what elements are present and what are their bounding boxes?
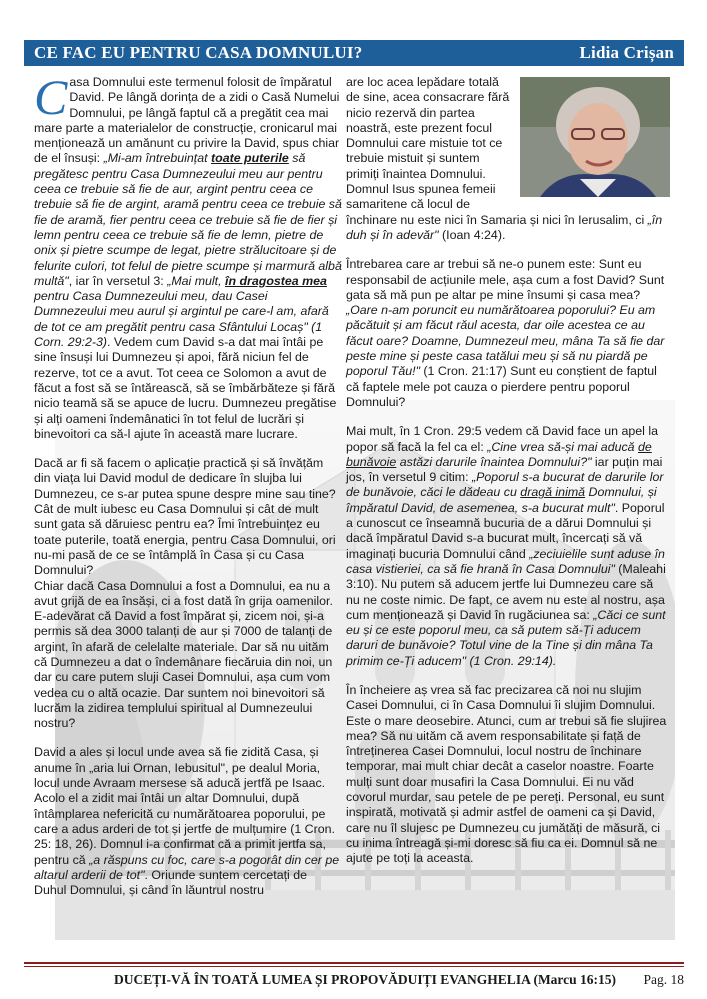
paragraph: Chiar dacă Casa Domnului a fost a Domnului, ea nu a avut grijă de ea însăși, ci a fost dată în grija oamenilor. E-adevărat că David a fost împărat și, zicem noi, și-a permis să dea 3000 talanți de aur și 7000 de talanți de argint, în afară de celelalte materiale. Dar să nu uităm că Dumnezeu a dat o îndemânare fiecăruia din noi, un dar cu care putem sluji Casei Domnului, așa cum vom vedea cu o altă ocazie. Dar suntem noi binevoitori să lucrăm la zidirea templului spiritual al Dumnezeului nostru? <box>34 578 333 731</box>
paragraph: În încheiere aș vrea să fac precizarea că noi nu slujim Casei Domnului, ci în Casa Domnului îi slujim Domnului. Este o mare deosebire. Atunci, cum ar trebui să fie slujirea mea? Să nu uităm că avem responsabilitate și față de întreținerea Casei Domnului, locul nostru de închinare temporar, mai mult chiar decât a caselor noastre. Foarte mulți sunt doar musafiri la Casa Domnului. Ei nu văd covorul murdar, sau petele de pe pereți. Personal, eu sunt inspirată, motivată și admir astfel de oameni ca și David, care nu îl slujesc pe Dumnezeu cu jumătăți de măsură, ci cu inima întreagă și-mi doresc să fiu ca ei. Domnul să ne ajute pe toți la aceasta. <box>346 682 667 866</box>
page-footer <box>24 969 684 991</box>
author-photo <box>520 77 670 197</box>
paragraph: Casa Domnului este termenul folosit de împăratul David. Pe lângă dorința de a zidi o Casă Numelui Domnului, pe lângă faptul că a pregătit cea mai mare parte a materialelor de construcție, cronicarul mai menționează un amănunt cu privire la David, spus chiar de el însuși: „Mi-am întrebuințat toate puterile să pregătesc pentru Casa Dumnezeului meu aur pentru ceea ce trebuie să fie de aur, argint pentru ceea ce trebuie să fie de argint, aramă pentru ceea ce trebuie să fie de aramă, fier pentru ceea ce trebuie să fie de fier și lemn pentru ceea ce trebuie să fie de lemn, pietre de onix și pietre scumpe de legat, pietre strălucitoare și de felurite culori, tot felul de pietre scumpe și marmură albă multă", iar în versetul 3: „Mai mult, în dragostea mea pentru Casa Dumnezeului meu, dau Casei Dumnezeului meu aurul și argintul pe care-l am, afară de tot ce am pregătit pentru casa Sfântului Locaș" (1 Corn. 29:2-3). Vedem cum David s-a dat mai întâi pe sine însuși lui Dumnezeu și apoi, fără niciun fel de rezerve, tot ce a avut. Tot ceea ce Solomon a avut de făcut a fost să se întărească, să se îmbărbăteze și fără nicio teamă să se apuce de lucru. Dumnezeu pregătise și alți oameni îndemânatici în tot felul de lucrări și binevoitori ca să-l ajute în această mare lucrare. <box>34 69 342 441</box>
paragraph: are loc acea lepădare totală de sine, acea consacrare fără nicio rezervă din partea noastră, este prezent focul Domnului care mistuie tot ce trebuie mistuit și suntem primiți înaintea Domnului. Domnul Isus spunea femeii samaritene că locul de închinare nu este nici în Samaria și nici în Ierusalim, ci „în duh și în adevăr" (Ioan 4:24). <box>346 75 663 242</box>
right-column <box>346 75 670 881</box>
footer-motto: DUCEȚI-VĂ ÎN TOATĂ LUMEA ȘI PROPOVĂDUIȚI EVANGHELIA (Marcu 16:15) <box>114 972 617 987</box>
paragraph: Mai mult, în 1 Cron. 29:5 vedem că David face un apel la popor să facă la fel ca el: „Cine vrea să-și mai aducă de bunăvoie astăzi darurile înaintea Domnului?" iar puțin mai jos, în versetul 9 citim: „Poporul s-a bucurat de darurile lor de bunăvoie, căci le dădeau cu dragă inimă Domnului, și împăratul David, de asemenea, s-a bucurat mult". Poporul a cunoscut ce înseamnă bucuria de a dărui Domnului și dacă împăratul David s-a bucurat mult, încercați să vă imaginați bucuria Domnului când „zeciuielile sunt aduse în casa vistieriei, ca să fie hrană în Casa Domnului" (Maleahi 3:10). Nu putem să aducem jertfe lui Dumnezeu care să nu ne coste nimic. De fapt, ce avem nu este al nostru, așa cum menționează și David în rugăciunea sa: „Căci ce sunt eu și ce este poporul meu, ca să putem să-Ți aducem daruri de bunăvoie? Totul vine de la Tine și din mâna Ta primim ce-Ți aducem" (1 Cron. 29:14). <box>346 424 666 668</box>
drop-cap: C <box>34 69 68 125</box>
paragraph: David a ales și locul unde avea să fie zidită Casa, și anume în „aria lui Ornan, Iebusitul", pe dealul Moria, locul unde Avraam mersese să aducă jertfă pe Isaac. Acolo el a zidit mai întâi un altar Domnului, după întâmplarea nefericită cu numărătoarea poporului, pe care a adus arderi de tot și jertfe de mulțumire (1 Cron. 25: 18, 26). Domnul i-a confirmat că a primit jertfa sa, pentru că „a răspuns cu foc, care s-a pogorât din cer pe altarul arderii de tot". Oriunde suntem cercetați de Duhul Domnului, și când în lăuntrul nostru <box>34 745 340 898</box>
left-column <box>34 69 342 912</box>
article-title: CE FAC EU PENTRU CASA DOMNULUI? <box>34 43 363 62</box>
article-author: Lidia Crișan <box>579 43 674 62</box>
article-header <box>24 40 684 66</box>
paragraph: Dacă ar fi să facem o aplicație practică și să învățăm din viața lui David modul de dedicare în slujba lui Dumnezeu, ce s-ar putea spune despre mine sau tine? Cât de mult iubesc eu Casa Domnului și cât de mult sunt gata să dăruiesc pentru ea? Îmi întrebuințez eu toate puterile, toată energia, pentru Casa Domnului, ori nu-mi pasă de ce se întâmplă în Casa și cu Casa Domnului? <box>34 456 336 578</box>
paragraph: Întrebarea care ar trebui să ne-o punem este: Sunt eu responsabil de acțiunile mele, așa cum a fost David? Sunt gata să mă pun pe altar pe mine însumi și casa mea? „Oare n-am poruncit eu numărătoarea poporului? Eu am păcătuit și am făcut răul acesta, dar oile acestea ce au făcut oare? Doamne, Dumnezeul meu, mâna Ta să fie dar peste mine și peste casa tatălui meu și să nu piardă pe poporul Tău!" (1 Cron. 21:17) Sunt eu conștient de faptul că faptele mele pot cauza o pierdere pentru poporul Domnului? <box>346 257 665 409</box>
page-number: Pag. 18 <box>643 972 684 987</box>
footer-divider <box>24 966 684 967</box>
footer-divider <box>24 962 684 964</box>
